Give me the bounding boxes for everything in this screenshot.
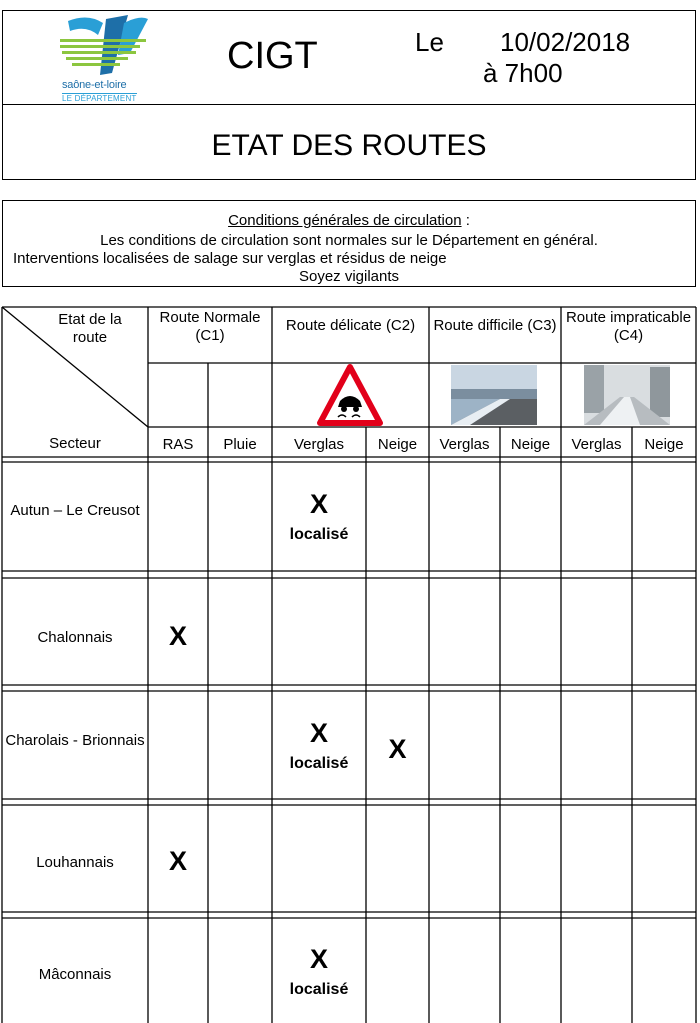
- conditions-line-2: Interventions localisées de salage sur verglas et résidus de neige: [13, 250, 447, 267]
- corner-top-label: Etat de la route: [58, 311, 122, 346]
- subheader-c3-verglas: Verglas: [439, 436, 490, 453]
- sector-autun: Autun – Le Creusot: [10, 502, 140, 519]
- logo-text-line1: saône-et-loire: [62, 79, 127, 91]
- date-label: Le: [415, 27, 444, 57]
- category-c3: Route difficile (C3): [433, 317, 557, 334]
- general-conditions-box: [2, 200, 696, 287]
- sector-charolais-brionnais: Charolais - Brionnais: [5, 732, 145, 749]
- table-row-mark: [366, 734, 429, 764]
- mark-x: X: [309, 718, 328, 748]
- sector-louhannais: Louhannais: [36, 854, 114, 871]
- header-box: [2, 10, 696, 180]
- table-grid: [0, 305, 700, 1023]
- conditions-line-1: Les conditions de circulation sont normales sur le Département en général.: [100, 232, 598, 249]
- mark-x: X: [388, 734, 407, 764]
- page-title: ETAT DES ROUTES: [211, 129, 487, 162]
- logo-graphic-icon: [58, 13, 150, 79]
- conditions-line-3: Soyez vigilants: [298, 268, 400, 285]
- localise-label: localisé: [289, 755, 349, 772]
- snowstorm-road-photo: [584, 365, 670, 425]
- conditions-heading: Conditions générales de circulation: [228, 212, 462, 229]
- org-name: CIGT: [227, 35, 318, 77]
- report-time: à 7h00: [483, 58, 563, 88]
- subheader-pluie: Pluie: [223, 436, 257, 453]
- saone-et-loire-logo: [58, 13, 150, 103]
- category-c1: Route Normale (C1): [159, 309, 261, 344]
- table-row-mark: [148, 846, 208, 876]
- mark-x: X: [309, 944, 328, 974]
- table-row-mark: [272, 944, 366, 1000]
- localise-label: localisé: [289, 981, 349, 998]
- table-row-mark: [148, 621, 208, 651]
- conditions-heading-line: [3, 211, 695, 231]
- mark-x: X: [309, 489, 328, 519]
- road-status-table: [0, 305, 700, 1023]
- slippery-road-sign-icon: [320, 367, 380, 423]
- sector-chalonnais: Chalonnais: [37, 629, 113, 646]
- category-c4: Route impraticable (C4): [565, 309, 692, 344]
- subheader-c3-neige: Neige: [510, 436, 551, 453]
- header-divider: [3, 104, 695, 105]
- table-row-mark: [272, 489, 366, 545]
- corner-bottom-label: Secteur: [49, 435, 101, 452]
- subheader-c4-neige: Neige: [644, 436, 684, 453]
- subheader-ras: RAS: [162, 436, 194, 453]
- category-c2: Route délicate (C2): [285, 317, 416, 334]
- table-row-mark: [272, 718, 366, 774]
- logo-text-line2: LE DÉPARTEMENT: [62, 94, 137, 103]
- snowy-road-photo: [451, 365, 537, 425]
- subheader-c2-neige: Neige: [377, 436, 418, 453]
- mark-x: X: [168, 621, 187, 651]
- conditions-heading-suffix: :: [461, 212, 470, 229]
- sector-maconnais: Mâconnais: [38, 966, 112, 983]
- report-date: 10/02/2018: [500, 27, 631, 57]
- localise-label: localisé: [289, 526, 349, 543]
- subheader-c2-verglas: Verglas: [293, 436, 345, 453]
- subheader-c4-verglas: Verglas: [571, 436, 622, 453]
- mark-x: X: [168, 846, 187, 876]
